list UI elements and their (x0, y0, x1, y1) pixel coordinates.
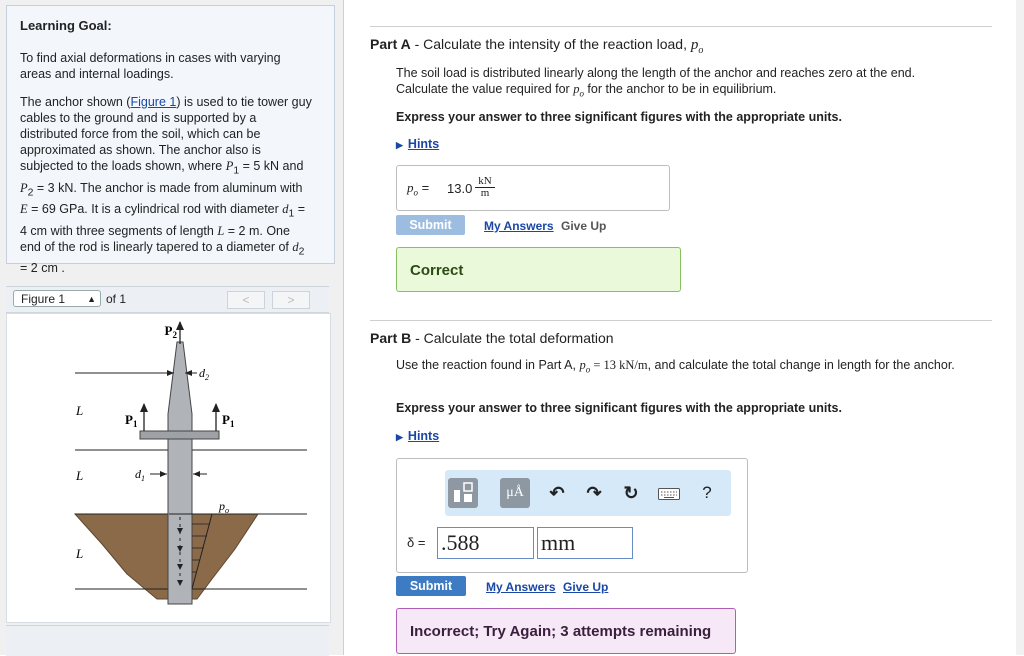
templates-button[interactable] (448, 478, 478, 508)
part-a-give-up-link[interactable]: Give Up (561, 219, 607, 233)
expand-triangle-icon: ▶ (396, 140, 403, 150)
part-a-answer-value: 13.0 (447, 181, 473, 196)
part-b-feedback: Incorrect; Try Again; 3 attempts remaining (396, 608, 736, 654)
part-a-instruction: Express your answer to three significant figures with the appropriate units. (396, 110, 842, 124)
anchor-crossbar (140, 431, 219, 439)
label-L-bottom: L (76, 546, 84, 561)
prev-figure-button[interactable]: < (227, 291, 265, 309)
units-button[interactable]: μÅ (500, 478, 530, 508)
redo-icon[interactable]: ↷ (586, 483, 602, 503)
part-a-description: The soil load is distributed linearly along the length of the anchor and reaches zero at the end. Calculate the value required for $p_o$ for the anchor to be in equilibrium. (396, 66, 916, 99)
select-arrows-icon: ▲ (87, 294, 96, 304)
next-figure-button[interactable]: > (272, 291, 310, 309)
label-po: $p_o$ (219, 499, 229, 515)
label-L-middle: L (76, 468, 84, 483)
keyboard-icon[interactable] (656, 470, 682, 516)
figure-panel (6, 313, 331, 623)
label-d2: $d_2$ (199, 366, 209, 382)
part-a-hints[interactable]: ▶ Hints (396, 137, 440, 151)
reset-icon[interactable]: ↻ (623, 483, 639, 503)
soil-shape (75, 514, 258, 599)
figure-nav-bar (6, 286, 329, 313)
learning-goal-box (6, 5, 335, 275)
left-panel (0, 0, 344, 655)
part-a-title: Part A - Calculate the intensity of the reaction load, $p_o$ (370, 36, 704, 56)
help-icon[interactable]: ? (702, 483, 712, 502)
part-b-answer-box (396, 458, 748, 573)
value-input[interactable]: .588 (437, 527, 534, 559)
label-d1: $d_1$ (135, 467, 145, 483)
math-toolbar (445, 470, 731, 516)
learning-goal-title: Learning Goal: (20, 18, 112, 33)
part-a-feedback: Correct (396, 247, 681, 292)
templates-icon (448, 478, 478, 508)
part-a-submit-button[interactable]: Submit (396, 215, 465, 235)
part-b-divider (370, 320, 992, 321)
label-L-top: L (76, 403, 84, 418)
part-a-answer-label: $p_o$ = (407, 180, 430, 198)
expand-triangle-icon: ▶ (396, 432, 403, 442)
delta-label: δ = (407, 535, 426, 550)
learning-goal-intro: To find axial deformations in cases with varying areas and internal loadings. (20, 51, 281, 81)
part-b-give-up-link[interactable]: Give Up (563, 580, 609, 594)
part-a-answer-unit: kN m (475, 176, 495, 199)
anchor-diagram (7, 314, 328, 620)
scrollbar[interactable] (1016, 0, 1024, 655)
label-p2: $P_2$ (164, 323, 177, 340)
part-a-divider (370, 26, 992, 27)
part-b-description: Use the reaction found in Part A, $p_o = 13$ kN/m, and calculate the total change in length for the anchor. (396, 358, 955, 375)
right-panel (344, 0, 1024, 655)
figure-count: of 1 (106, 292, 127, 306)
part-b-hints[interactable]: ▶ Hints (396, 429, 440, 443)
part-b-title: Part B - Calculate the total deformation (370, 330, 614, 346)
problem-statement: The anchor shown (Figure 1) is used to tie tower guy cables to the ground and is supported by a distributed force from the soil, which can be approximated as shown. The anchor also is subjected to the loads shown, where $P_1 = 5$ kN and $P_2 = 3$ kN. The anchor is made from aluminum with E = 69 GPa. It is a cylindrical rod with diameter $d_1 = 4$ cm with three segments of length L = 2 m. One end of the rod is linearly tapered to a diameter of $d_2 = 2$ cm . (20, 95, 312, 275)
undo-icon[interactable]: ↶ (549, 483, 565, 503)
figure-footer-bar (6, 625, 329, 656)
part-b-my-answers-link[interactable]: My Answers (486, 580, 556, 594)
label-p1-right: $P_1$ (222, 412, 235, 429)
part-b-instruction: Express your answer to three significant figures with the appropriate units. (396, 401, 842, 415)
part-b-submit-button[interactable]: Submit (396, 576, 466, 596)
label-p1-left: $P_1$ (125, 412, 138, 429)
figure-select[interactable]: Figure 1 ▲ (13, 290, 101, 307)
unit-input[interactable]: mm (537, 527, 633, 559)
part-a-my-answers-link[interactable]: My Answers (484, 219, 554, 233)
figure-1-link[interactable]: Figure 1 (130, 95, 177, 109)
part-a-answer-box (396, 165, 670, 211)
